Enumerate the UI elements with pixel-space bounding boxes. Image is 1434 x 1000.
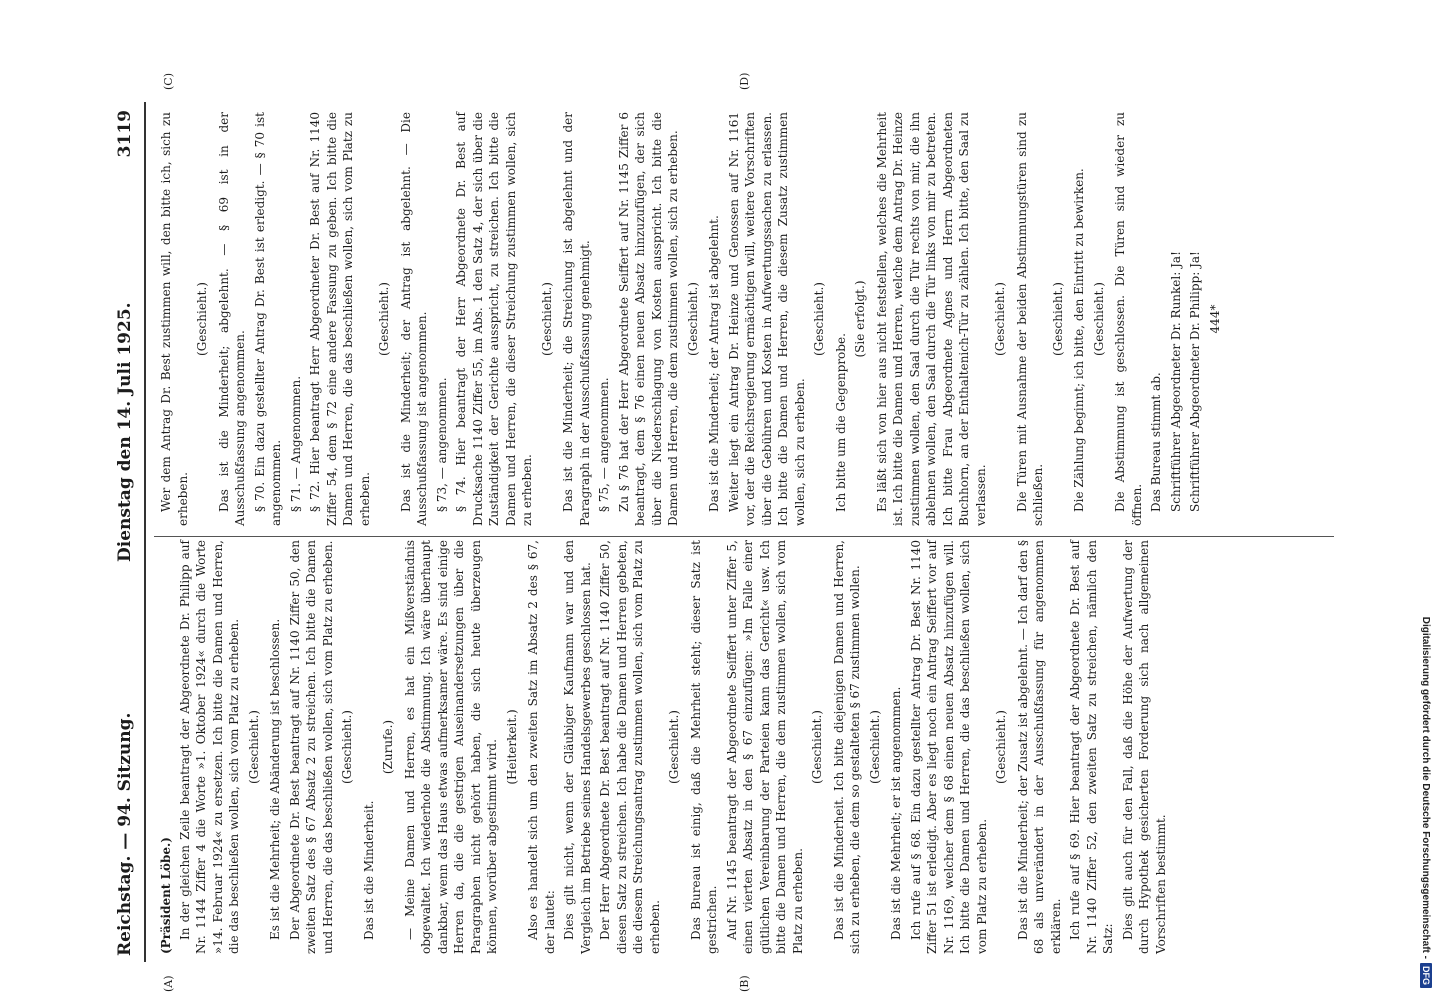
- page-number: 3119: [115, 110, 135, 158]
- stage-direction: (Geschieht.): [994, 710, 1008, 784]
- paragraph: Das ist die Minderheit; der Antrag ist abgelehnt.: [707, 215, 721, 512]
- stage-direction: (Geschieht.): [810, 710, 824, 784]
- paragraph: Also es handelt sich um den zweiten Satz im Absatz 2 des § 67, der lautet:: [526, 540, 557, 954]
- header-rule: [144, 102, 146, 962]
- paragraph: Es läßt sich von hier aus nicht feststellen, welches die Mehrheit ist. Ich bitte die Damen und Herren, welche dem Antrag Dr. Heinze zustimmen wollen, den Saal durch die Tür rechts von mir, die ihn ablehnen wollen, den Saal durch die Tür links von mir zu betreten. Ich bitte Frau Abgeordnete Agnes und Herrn Abgeordneten Buchhorn, an der Enthaltenich-Tür zu zählen. Ich bitte, den Saal zu verlassen.: [874, 112, 988, 526]
- paragraph: § 70. Ein dazu gestellter Antrag Dr. Best ist erledigt. — § 70 ist angenommen.: [252, 112, 283, 526]
- stage-direction: (Geschieht.): [867, 710, 882, 784]
- stage-direction: (Geschieht.): [195, 282, 209, 356]
- paragraph: Das ist die Mehrheit; er ist angenommen.: [889, 686, 903, 940]
- paragraph: Es ist die Mehrheit; die Abänderung ist beschlossen.: [268, 618, 282, 940]
- paragraph: § 75, — angenommen.: [597, 377, 611, 512]
- stage-direction: (Geschieht.): [340, 710, 354, 784]
- rotated-page: [110, 72, 1340, 992]
- paragraph: Schriftführer Abgeordneter Dr. Runkel: Ja!: [1168, 251, 1183, 512]
- margin-marker-c: (C): [162, 73, 175, 90]
- paragraph: Das Bureau ist einig, daß die Mehrheit steht; dieser Satz ist gestrichen.: [688, 540, 719, 954]
- stage-direction: (Geschieht.): [539, 282, 554, 356]
- paragraph: Das ist die Minderheit. Ich bitte diejenigen Damen und Herren, sich zu erheben, die dem so gestalteten § 67 zustimmen wollen.: [831, 540, 862, 954]
- paragraph: Der Abgeordnete Dr. Best beantragt auf Nr. 1140 Ziffer 50, den zweiten Satz des § 67 Absatz 2 zu streichen. Ich bitte die Damen und Herren, die das beschließen wollen, sich vom Platz zu erheben.: [287, 540, 335, 954]
- paragraph: Weiter liegt ein Antrag Dr. Heinze und Genossen auf Nr. 1161 vor, der die Reichsregierung ermächtigen will, weitere Vorschriften über die Gebühren und Kosten in Aufwertungssachen zu erlassen. Ich bitte die Damen und Herren, die diesem Zusatz zustimmen wollen, sich zu erheben.: [726, 112, 807, 526]
- margin-marker-a: (A): [162, 975, 175, 992]
- paragraph: Dies gilt auch für den Fall, daß die Höhe der Aufwertung der durch Hypothek gesicherten Forderung sich nach allgemeinen Vorschriften bestimmt.: [1120, 540, 1168, 954]
- paragraph: Das ist die Minderheit; abgelehnt. — § 69 ist in der Ausschußfassung angenommen.: [216, 112, 247, 526]
- stage-direction: (Geschieht.): [377, 282, 391, 356]
- paragraph: Die Zählung beginnt; ich bitte, den Eintritt zu bewirken.: [1072, 168, 1086, 512]
- paragraph: — Meine Damen und Herren, es hat ein Mißverständnis obgewaltet. Ich wiederhole die Abstimmung. Ich wäre überhaupt dankbar, wenn das Haus etwas aufmerksamer wäre. Es sind einige Herren da, die die gestrigen Auseinandersetzungen über die Paragraphen nicht gehört haben, die sich heute überzeugen können, worüber abgestimmt wird.: [402, 540, 499, 954]
- digitization-text: Digitalisierung gefördert durch die Deutsche Forschungsgemeinschaft -: [1420, 616, 1432, 959]
- paragraph: Zu § 76 hat der Herr Abgeordnete Seiffert auf Nr. 1145 Ziffer 6 beantragt, dem § 76 einen neuen Absatz hinzuzufügen, der sich über die Niederschlagung von Kosten ausspricht. Ich bitte die Damen und Herren, die dem zustimmen wollen, sich zu erheben.: [616, 112, 680, 526]
- stage-direction: (Geschieht.): [993, 282, 1007, 356]
- stage-direction: (Geschieht.): [1091, 282, 1106, 356]
- stage-direction: (Heiterkeit.): [504, 709, 519, 785]
- paragraph: Die Türen mit Ausnahme der beiden Abstimmungstüren sind zu schließen.: [1014, 112, 1045, 526]
- left-column: [158, 540, 1328, 954]
- column-separator: [154, 536, 1334, 537]
- paragraph: Ich bitte um die Gegenprobe.: [833, 333, 848, 512]
- stage-direction: (Geschieht.): [685, 282, 700, 356]
- paragraph: § 74. Hier beantragt der Herr Abgeordnete Dr. Best auf Drucksache 1140 Ziffer 55, im Abs. 1 den Satz 4, der sich über die Zuständigkeit der Gerichte ausspricht, zu streichen. Ich bitte die Damen und Herren, die dieser Streichung zustimmen wollen, sich zu erheben.: [454, 112, 534, 526]
- stage-direction: (Geschieht.): [246, 710, 261, 784]
- dfg-logo: DFG: [1420, 963, 1432, 988]
- digitization-note: [1418, 8, 1434, 998]
- paragraph: Ich rufe auf § 69. Hier beantragt der Abgeordnete Dr. Best auf Nr. 1140 Ziffer 52, den zweiten Satz zu streichen, nämlich den Satz:: [1068, 540, 1115, 954]
- header-date: Dienstag den 14. Juli 1925.: [115, 302, 135, 562]
- paragraph: In der gleichen Zeile beantragt der Abgeordnete Dr. Philipp auf Nr. 1144 Ziffer 4 die Worte »1. Oktober 1924« durch die Worte »14. Februar 1924« zu ersetzen. Ich bitte die Damen und Herren, die das beschließen wollen, sich vom Platz zu erheben.: [177, 540, 241, 954]
- stage-direction: (Sie erfolgt.): [853, 280, 867, 358]
- margin-marker-d: (D): [738, 72, 751, 90]
- paragraph: Dies gilt nicht, wenn der Gläubiger Kaufmann war und den Vergleich im Betriebe seines Handelsgewerbes geschlossen hat.: [562, 540, 593, 954]
- paragraph: Das ist die Minderheit.: [361, 800, 376, 940]
- paragraph: Auf Nr. 1145 beantragt der Abgeordnete Seiffert unter Ziffer 5, einen vierten Absatz in den § 67 einzufügen: »Im Falle einer gütlichen Vereinbarung der Parteien kann das Gericht« usw. Ich bitte die Damen und Herren, die dem zustimmen wollen, sich vom Platz zu erheben.: [724, 540, 805, 954]
- stage-direction: (Zurufe.): [381, 719, 395, 775]
- speaker-label: (Präsident Löbe.): [159, 837, 173, 954]
- margin-marker-b: (B): [738, 975, 751, 992]
- paragraph: § 71. — Angenommen.: [288, 375, 303, 512]
- paragraph: Schriftführer Abgeordneter Dr. Philipp: Ja!: [1188, 251, 1202, 512]
- paragraph: Das Bureau stimmt ab.: [1149, 372, 1163, 512]
- stage-direction: (Geschieht.): [1050, 282, 1065, 356]
- paragraph: Ich rufe auf § 68. Ein dazu gestellter Antrag Dr. Best Nr. 1140 Ziffer 51 ist erledigt. Aber es liegt noch ein Antrag Seiffert vor auf Nr. 1169, welcher dem § 68 einen neuen Absatz hinzufügen will. Ich bitte die Damen und Herren, die das beschließen wollen, sich vom Platz zu erheben.: [908, 540, 989, 954]
- stage-direction: (Geschieht.): [667, 710, 681, 784]
- paragraph: Die Abstimmung ist geschlossen. Die Türen sind wieder zu öffnen.: [1113, 112, 1144, 526]
- header-left: Reichstag. — 94. Sitzung.: [115, 712, 135, 956]
- right-column: [158, 112, 1328, 526]
- paragraph: Wer dem Antrag Dr. Best zustimmen will, den bitte ich, sich zu erheben.: [159, 112, 190, 526]
- paragraph: Das ist die Minderheit; der Antrag ist abgelehnt. — Die Ausschußfassung ist angenommen.: [398, 112, 429, 526]
- paragraph: Der Herr Abgeordnete Dr. Best beantragt auf Nr. 1140 Ziffer 50, diesen Satz zu streichen. Ich habe die Damen und Herren gebeten, die diesem Streichungsantrag zustimmen wollen, sich vom Platz zu erheben.: [598, 540, 662, 954]
- paragraph: Das ist die Minderheit; der Zusatz ist abgelehnt. — Ich darf den § 68 als unverändert in der Ausschußfassung für angenommen erklären.: [1015, 540, 1063, 954]
- paragraph: § 73, — angenommen.: [434, 377, 449, 512]
- paragraph: Das ist die Minderheit; die Streichung ist abgelehnt und der Paragraph in der Ausschußfassung genehmigt.: [561, 112, 592, 526]
- stage-direction: (Geschieht.): [812, 282, 826, 356]
- stage-direction: 444*: [1207, 304, 1222, 334]
- page-header: [110, 102, 140, 962]
- paragraph: § 72. Hier beantragt Herr Abgeordneter Dr. Best auf Nr. 1140 Ziffer 54, dem § 72 eine andere Fassung zu geben. Ich bitte die Damen und Herren, die das beschließen wollen, sich vom Platz zu erheben.: [308, 112, 372, 526]
